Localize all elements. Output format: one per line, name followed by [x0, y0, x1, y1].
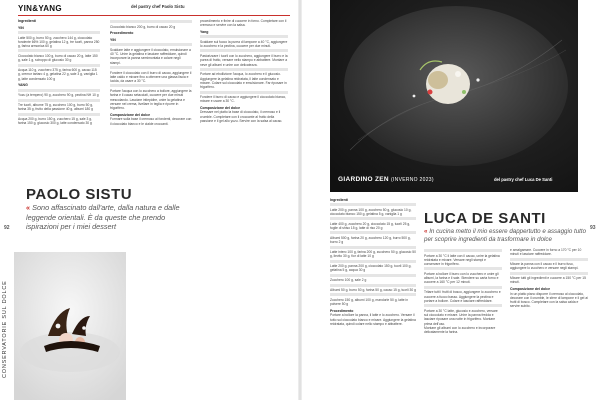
dish-byline: del pastry chef Luca De Santi [494, 177, 553, 182]
column-heading: YANG [18, 83, 28, 88]
column-heading: YIN [110, 38, 116, 43]
column-heading: Ingredienti [330, 198, 348, 202]
recipe-text: In un piatto piano disporre il cremoso al cioccolato, decorare con il crumble, le sfere di lampone e il gel ai frutti di bosco. Completare con la salsa calda e servire subito. [510, 291, 588, 309]
subhead-bar [510, 272, 588, 275]
subhead-bar [424, 286, 502, 289]
subhead-bar [110, 66, 192, 69]
recipe-text: Tre tuorli, albume 75 g, zucchero 100 g, burro 50 g, farina 35 g, frutto della passione 40 g, albumi 180 g [18, 103, 94, 112]
column-heading: YIN [18, 25, 24, 30]
recipe-text: e amalgamare. Cuocere in forno a 170 °C per 10 minuti e lasciare raffreddare. [510, 248, 582, 257]
recipe-text: Fondere il cioccolato con il burro di cacao, aggiungere il latte caldo e mixare fino a ottenere una glassa liscia e lucida, da usare a 30 °C. [110, 70, 192, 84]
recipe-text: Mixare la panna con il cacao e il burro fuso, aggiungere lo zucchero e versare negli stampi. [510, 262, 579, 271]
quote-text: Sono affascinato dall'arte, dalla natura e dalle leggende orientali. È da queste che prendo ispirazioni per i miei dessert [26, 203, 180, 231]
article-byline: del pastry chef Paolo Sistu [131, 4, 185, 9]
quote-mark-icon: « [26, 203, 31, 212]
dish-name: GIARDINO ZEN [338, 176, 389, 183]
recipe-text: Dressare nel piatto la base di cioccolato, il cremoso e il crumble. Completare con il croccante al frutto della passione e il gel allo yuzu. Servire con la salsa al cacao. [200, 110, 283, 124]
article-title: YIN&YANG [18, 4, 62, 13]
title-rule [18, 15, 290, 16]
subhead-bar [330, 284, 416, 287]
recipe-text: Acqua 110 g, zucchero 375 g, farina 600 g, cacao 115 g, cremor tartaro 4 g, gelatina 22 g, sale 3 g, vaniglia 1 g, latte condensato 100 g [18, 68, 98, 81]
recipe-text: Acqua 200 g, burro 150 g, zucchero 15 g, sale 3 g, farina 150 g, glucosio 300 g, latte condensato 30 g [18, 117, 93, 126]
dish-year: (INVERNO 2023) [391, 177, 434, 183]
recipe-column-5 [424, 248, 502, 334]
recipe-text: Cioccolato bianco 200 g, burro di cacao 20 g [110, 24, 176, 29]
recipe-text: Latte 400 g, zucchero 20 g, cioccolato 15 g, tuorli 25 g, foglie di shiso 15 g, latte di riso 20 g [330, 221, 411, 231]
column-heading: Procedimento [110, 31, 134, 36]
recipe-column-2 [110, 19, 192, 126]
recipe-text: Zucchero 150 g, albumi 100 g, mandorle 50 g, latte in polvere 50 g [330, 297, 409, 307]
page-number-left: 92 [4, 225, 10, 231]
column-heading: Procedimento [330, 308, 354, 313]
subhead-bar [110, 84, 192, 87]
subhead-bar [424, 304, 502, 307]
recipe-text: Portare ad ebollizione l'acqua, lo zucchero e il glucosio. Aggiungere la gelatina reidratata, il latte condensato e mixare. Colare sul cioccolato e emulsionare. Far riposare in frigorifero. [200, 72, 287, 90]
subhead-bar [330, 246, 416, 249]
subhead-bar [330, 231, 416, 234]
recipe-text: Portare l'acqua con lo zucchero a bollore, aggiungere la farina e il cacao setacciati, cuocere per due minuti mescolando. Lasciare intiepidire, unire la gelatina e versare nel crema, livellare in teglia e riporre in frigorifero. [110, 88, 192, 111]
subhead-bar [330, 217, 416, 220]
quote-mark-icon: « [424, 228, 428, 235]
recipe-text: Scaldare sul fuoco la purea di lampone a 40 °C, aggiungere lo zucchero e la pectina, cuocere per due minuti. [200, 39, 288, 49]
column-heading: Yang [200, 30, 209, 35]
dessert-photo-giardino-zen [330, 0, 578, 192]
column-heading: Ingredienti [18, 19, 36, 23]
subhead-bar [424, 249, 502, 252]
subhead-bar [18, 113, 100, 116]
subhead-bar [330, 293, 416, 296]
column-heading: Composizione del dolce [510, 287, 551, 292]
recipe-text: Portare a 30 °C latte, glucosio e zucchero, versare sul cioccolato e mixare. Unire la panna fredda e lasciare riposare una notte in frigorifero. Montare prima dell'uso. [424, 308, 498, 326]
subhead-bar [330, 260, 416, 263]
subhead-bar [18, 99, 100, 102]
recipe-text: Latte 500 g, burro 50 g, zucchero 144 g, cioccolato fondente 66% 100 g, gelatina 12 g, tre tuorli, panna 250 g, farina armonica 60 g [18, 35, 100, 49]
recipe-text: Yuzu (a tempero) 90 g, zucchero 90 g, pectina NH 10 g [18, 93, 99, 98]
recipe-column-3 [200, 19, 288, 123]
dish-title [338, 176, 434, 183]
subhead-bar [18, 31, 100, 34]
recipe-text: Portare a bollore il burro con lo zucchero e unire gli albumi, la farina e il sale. Stendere su carta forno e cuocere a 160 °C per 12 minuti. [424, 271, 499, 285]
chef-quote-sistu [26, 203, 198, 232]
subhead-bar [424, 267, 502, 270]
recipe-text: Cioccolato bianco 100 g, burro di cacao 20 g, latte 150 g, sale 1 g, sciroppo di glucosio 30 g [18, 53, 98, 63]
recipe-text: Portare a bollore la panna, il latte e lo zucchero. Versare il tutto sul cioccolato bianco e mixare. Aggiungere la gelatina reidratata, quindi colare nello stampo e abbattere. [330, 313, 416, 326]
recipe-text: Fondere il burro di cacao e aggiungere il cioccolato bianco, mixare e usare a 30 °C. [200, 95, 287, 104]
subhead-bar [330, 203, 416, 206]
subhead-bar [18, 49, 100, 52]
subhead-bar [18, 89, 100, 92]
recipe-column-1 [18, 19, 100, 126]
recipe-text: procedimento e finire di cuocere in forno. Completare con il cremoso e servire con la salsa. [200, 19, 287, 28]
recipe-text: Montare gli albumi con lo zucchero e incorporare delicatamente la farina. [424, 325, 496, 335]
recipe-text: Latte intero 100 g, farina 200 g, zucchero 50 g, glucosio 50 g, lievito 30 g, fior di latte 10 g [330, 250, 416, 259]
subhead-bar [110, 20, 192, 23]
recipe-text: Albumi 500 g, farina 20 g, zucchero 120 g, burro 500 g, burro 2 g [330, 235, 411, 245]
column-heading: Composizione del dolce [110, 112, 151, 117]
subhead-bar [18, 64, 100, 67]
spine-shadow [298, 0, 302, 400]
recipe-column-4 [330, 198, 416, 326]
recipe-text: Mixare tutti gli ingredienti e cuocere a 150 °C per 15 minuti. [510, 276, 586, 285]
subhead-bar [200, 91, 288, 94]
chef-name-desanti: LUCA DE SANTI [424, 210, 546, 227]
recipe-column-6 [510, 248, 588, 309]
recipe-text: Pastorizzare i tuorli con lo zucchero, aggiungere il burro e la purea di frutto, versare nello stampo e abbattere. Montare a neve gli albumi e unire con delicatezza. [200, 53, 288, 67]
recipe-text: Scaldare latte e aggiungere il cioccolato, emulsionare a 40 °C. Unire la gelatina e lasciare raffreddare, quindi incorporare la panna semimontata e colare negli stampi. [110, 47, 191, 65]
column-heading: Composizione del dolce [200, 106, 241, 111]
subhead-bar [110, 43, 192, 46]
page-number-right: 93 [590, 225, 596, 231]
subhead-bar [200, 68, 288, 71]
recipe-text: Latte 200 g, panna 100 g, zucchero 50 g, glucosio 10 g, cioccolato bianco 150 g, gelatina 5 g, vaniglia 1 g [330, 207, 412, 217]
chef-quote-desanti [424, 228, 590, 244]
recipe-text: Albumi 50 g, burro 50 g, farina 50 g, cacao 15 g, tuorli 30 g [330, 288, 416, 293]
chef-name-sistu: PAOLO SISTU [26, 186, 133, 203]
subhead-bar [200, 49, 288, 52]
recipe-text: Formare sulla base il cremoso ai fondenti, decorare con il cioccolato bianco e le cialde croccanti. [110, 117, 192, 126]
dessert-photo-yinyang [14, 252, 126, 400]
recipe-text: Portare a 30 °C il latte con il cacao, unire la gelatina reidratata e mixare. Versare negli stampi e conservare in frigorifero. [424, 253, 500, 267]
recipe-text: Latte 200 g, panna 200 g, cioccolato 150 g, tuorli 100 g, gelatina 5 g, acqua 30 g [330, 264, 412, 273]
subhead-bar [330, 274, 416, 277]
quote-text: In cucina metto il mio essere dappertutto e assaggio tutto per scoprire ingredienti da trasformare in dolce [424, 228, 587, 243]
subhead-bar [510, 258, 588, 261]
running-head: CONSERVATORIE SUL DOLCE [2, 280, 8, 378]
recipe-text: Zucchero 100 g, sale 2 g [330, 278, 367, 283]
recipe-text: Tritare tutti i frutti di bosco, aggiungere lo zucchero e cuocere a fuoco basso. Aggiungere la pectina e portare a bollore. Colare e lasciare raffreddare. [424, 290, 501, 303]
subhead-bar [200, 35, 288, 38]
